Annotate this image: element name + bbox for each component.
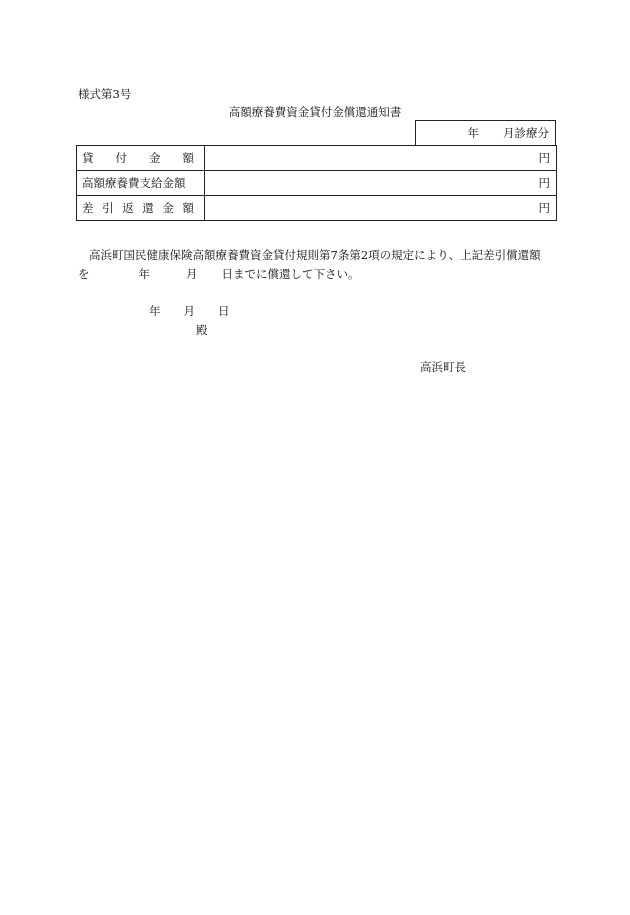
yen-unit: 円: [538, 201, 550, 215]
body-line-1: 高浜町国民健康保険高額療養費資金貸付規則第7条第2項の規定により、上記差引償還額: [89, 248, 541, 262]
label-char: 返: [122, 201, 134, 215]
benefit-amount-value: [205, 171, 557, 196]
period-month-suffix: 月診療分: [503, 126, 549, 140]
loan-amount-value: [205, 146, 557, 171]
label-text: 高額療養費支給金額: [82, 176, 186, 190]
issuer-name: 高浜町長: [420, 360, 466, 374]
table-row: [77, 171, 557, 196]
issue-month: 月: [183, 304, 195, 318]
amount-table: [76, 145, 557, 221]
body-line-2: [78, 265, 558, 284]
period-year-unit: 年: [467, 126, 479, 140]
label-char: 差: [82, 201, 94, 215]
label-char: 額: [182, 151, 194, 165]
label-char: 引: [102, 201, 114, 215]
issue-year: 年: [149, 304, 161, 318]
issue-day: 日: [218, 304, 230, 318]
label-char: 貸: [82, 151, 94, 165]
table-row: [77, 146, 557, 171]
table-row: [77, 196, 557, 221]
yen-unit: 円: [538, 151, 550, 165]
treatment-period-box: [415, 120, 556, 145]
addressee: 殿: [196, 323, 208, 337]
label-char: 金: [162, 201, 174, 215]
document-title: 高額療養費資金貸付金償還通知書: [228, 105, 402, 119]
label-char: 金: [149, 151, 161, 165]
body-prefix: を: [78, 267, 90, 281]
benefit-amount-label: [77, 171, 205, 196]
notice-body: [78, 246, 558, 284]
issue-date: [149, 303, 230, 319]
net-repayment-label: [77, 196, 205, 221]
label-char: 付: [115, 151, 127, 165]
body-suffix: 日までに償還して下さい。: [221, 267, 360, 281]
label-char: 還: [142, 201, 154, 215]
net-repayment-value: [205, 196, 557, 221]
form-number: 様式第3号: [78, 87, 132, 101]
due-year: 年: [138, 267, 150, 281]
loan-amount-label: [77, 146, 205, 171]
yen-unit: 円: [538, 176, 550, 190]
due-month: 月: [186, 267, 198, 281]
label-char: 額: [182, 201, 194, 215]
